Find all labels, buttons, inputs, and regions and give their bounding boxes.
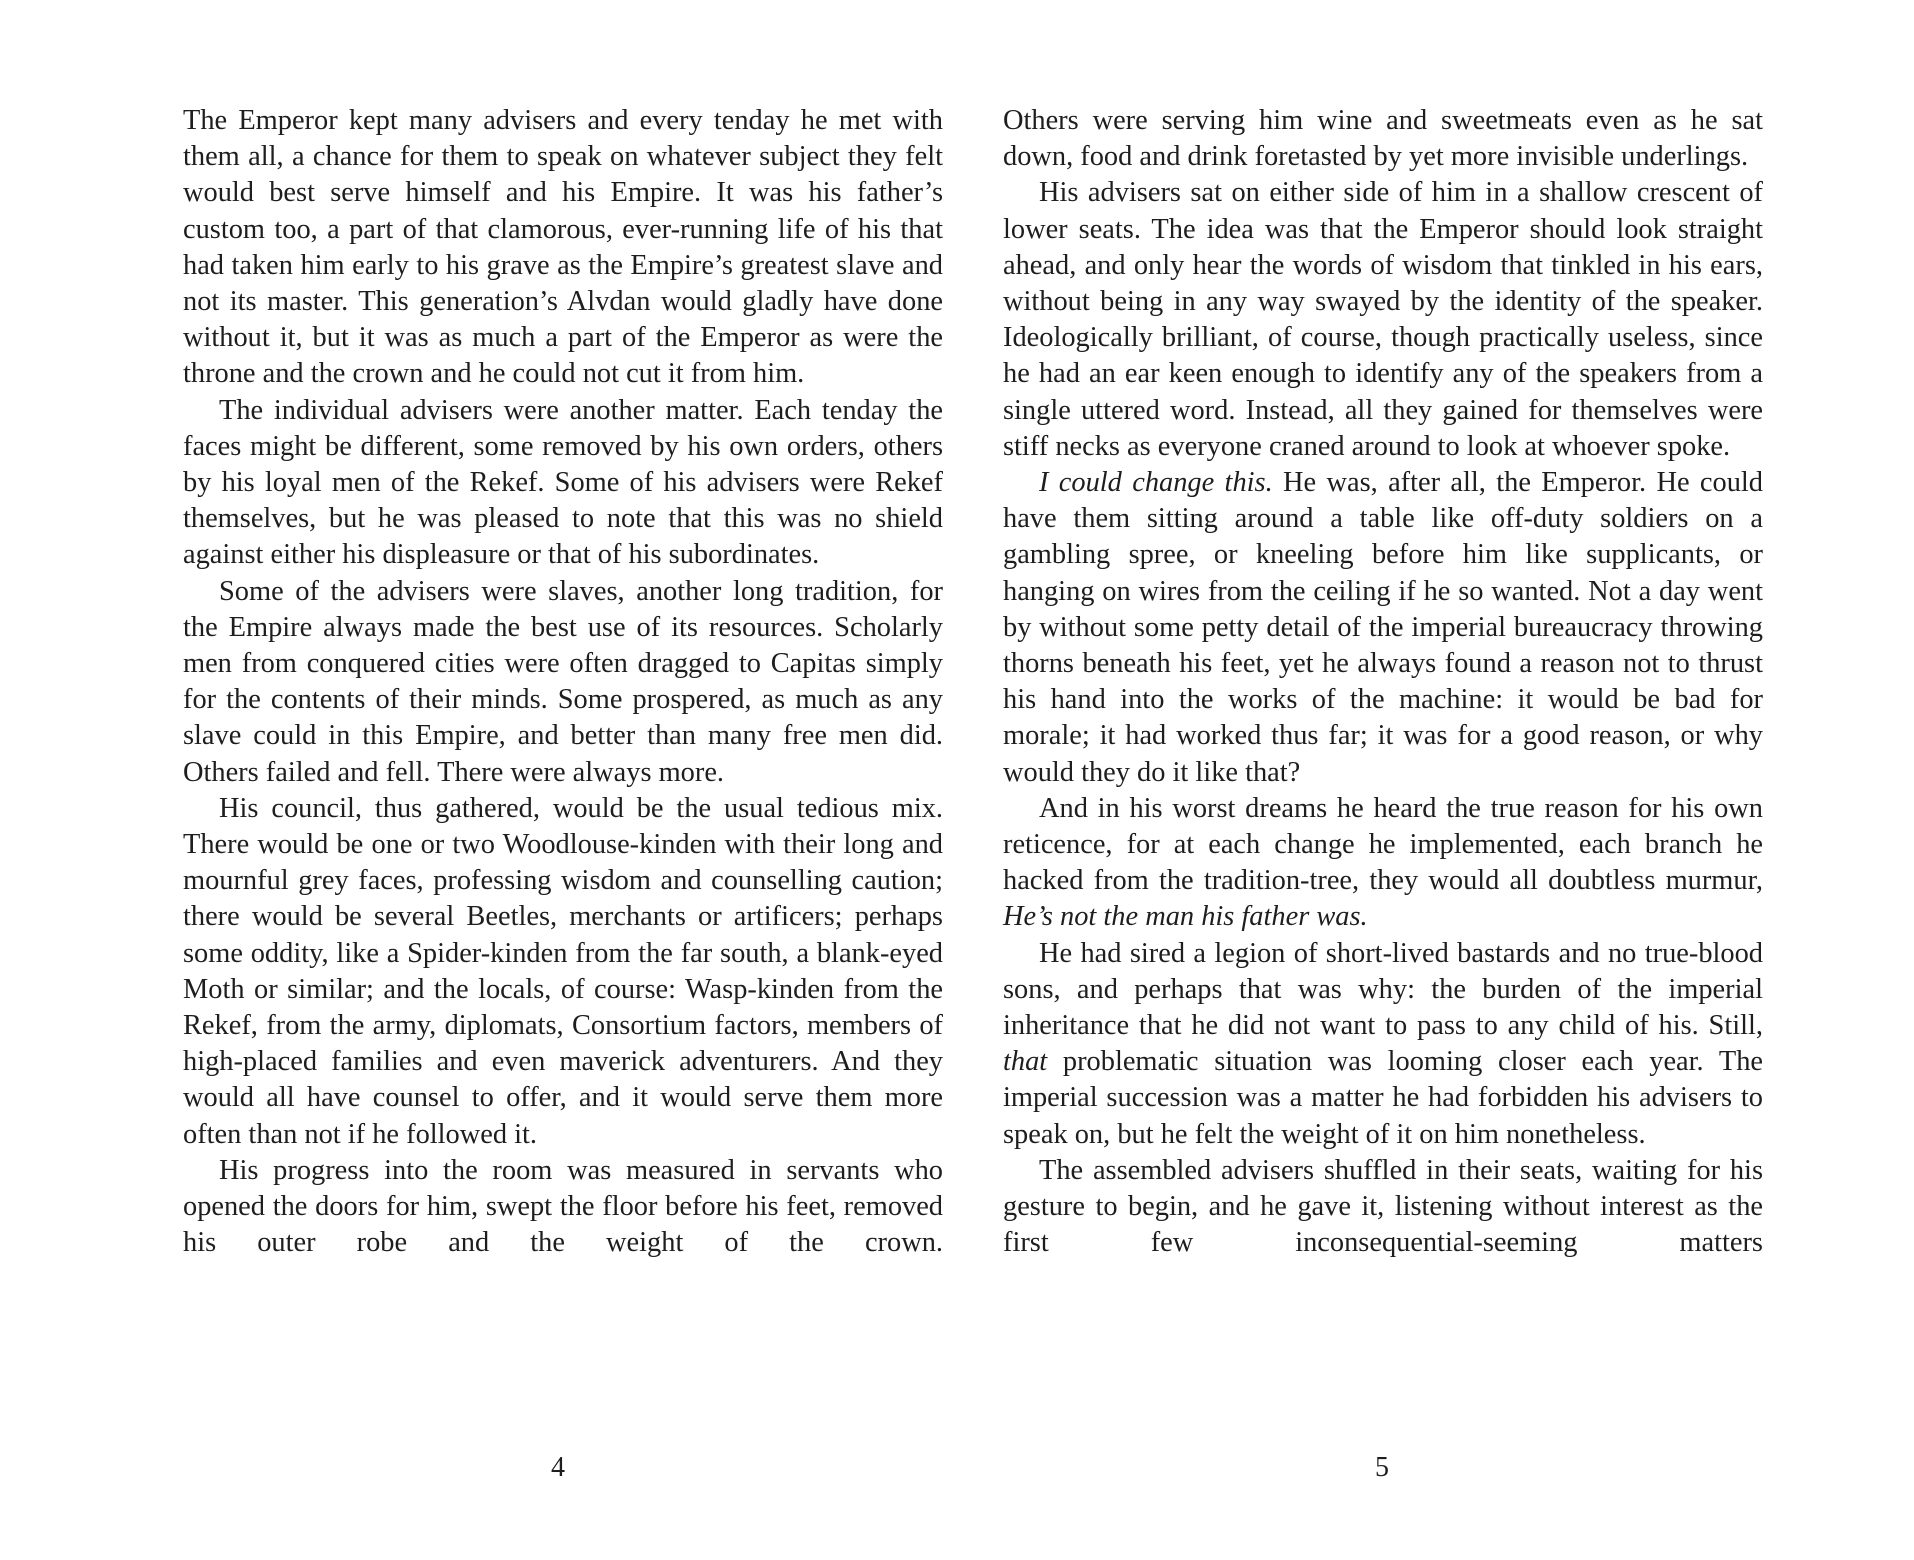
right-paragraph-5	[1003, 936, 1763, 1153]
right-page-body	[1003, 103, 1763, 1262]
page-number-right: 5	[1375, 1452, 1389, 1483]
left-page-body	[183, 103, 943, 1262]
page-number-left: 4	[551, 1452, 565, 1483]
left-paragraph-3: Some of the advisers were slaves, another long tradition, for the Empire always made the best use of its resources. Scholarly men from conquered cities were often dragged to Capitas simply for the contents of their minds. Some prospered, as much as any slave could in this Empire, and better than many free men did. Others failed and fell. There were always more.	[183, 575, 943, 788]
left-paragraph-5: His progress into the room was measured in servants who opened the doors for him, swept the floor before his feet, removed his outer robe and the weight of the crown.	[183, 1154, 943, 1259]
right-paragraph-1: Others were serving him wine and sweetmeats even as he sat down, food and drink foretasted by yet more invisible underlings.	[1003, 105, 1763, 173]
italic-emphasis: that	[1003, 1046, 1048, 1078]
right-paragraph-3	[1003, 465, 1763, 791]
left-paragraph-2: The individual advisers were another matter. Each tenday the faces might be different, some removed by his own orders, others by his loyal men of the Rekef. Some of his advisers were Rekef themselves, but he was pleased to note that this was no shield against either his displeasure or that of his subordinates.	[183, 394, 943, 571]
italic-thought: I could change this.	[1039, 467, 1273, 499]
right-paragraph-5-text-before: He had sired a legion of short-lived bastards and no true-blood sons, and perhaps that was why: the burden of the imperial inheritance that he did not want to pass to any child of his. Still,	[1003, 937, 1763, 1042]
right-paragraph-6: The assembled advisers shuffled in their seats, waiting for his gesture to begin, and he gave it, listening without interest as the first few inconsequential-seeming matters	[1003, 1154, 1763, 1259]
right-paragraph-4	[1003, 791, 1763, 936]
right-paragraph-4-text: And in his worst dreams he heard the true reason for his own reticence, for at each change he implemented, each branch he hacked from the tradition-tree, they would all doubtless murmur,	[1003, 792, 1763, 897]
left-paragraph-1: The Emperor kept many advisers and every tenday he met with them all, a chance for them to speak on whatever subject they felt would best serve himself and his Empire. It was his father’s custom too, a part of that clamorous, ever-running life of his that had taken him early to his grave as the Empire’s greatest slave and not its master. This generation’s Alvdan would gladly have done without it, but it was as much a part of the Emperor as were the throne and the crown and he could not cut it from him.	[183, 105, 943, 390]
italic-quote: He’s not the man his father was.	[1003, 901, 1368, 933]
right-paragraph-5-text-after: problematic situation was looming closer each year. The imperial succession was a matter he had forbidden his advisers to speak on, but he felt the weight of it on him nonetheless.	[1003, 1046, 1763, 1150]
right-paragraph-3-text: He was, after all, the Emperor. He could have them sitting around a table like off-duty soldiers on a gambling spree, or kneeling before him like supplicants, or hanging on wires from the ceiling if he so wanted. Not a day went by without some petty detail of the imperial bureaucracy throwing thorns beneath his feet, yet he always found a reason not to thrust his hand into the works of the machine: it would be bad for morale; it had worked thus far; it was for a good reason, or why would they do it like that?	[1003, 467, 1763, 788]
left-paragraph-4: His council, thus gathered, would be the usual tedious mix. There would be one or two Woodlouse-kinden with their long and mournful grey faces, professing wisdom and counselling caution; there would be several Beetles, merchants or artificers; perhaps some oddity, like a Spider-kinden from the far south, a blank-eyed Moth or similar; and the locals, of course: Wasp-kinden from the Rekef, from the army, diplomats, Consortium factors, members of high-placed families and even maverick adventurers. And they would all have counsel to offer, and it would serve them more often than not if he followed it.	[183, 792, 943, 1150]
right-paragraph-2: His advisers sat on either side of him in a shallow crescent of lower seats. The idea was that the Emperor should look straight ahead, and only hear the words of wisdom that tinkled in his ears, without being in any way swayed by the identity of the speaker. Ideologically brilliant, of course, though practically useless, since he had an ear keen enough to identify any of the speakers from a single uttered word. Instead, all they gained for themselves were stiff necks as everyone craned around to look at whoever spoke.	[1003, 177, 1763, 462]
